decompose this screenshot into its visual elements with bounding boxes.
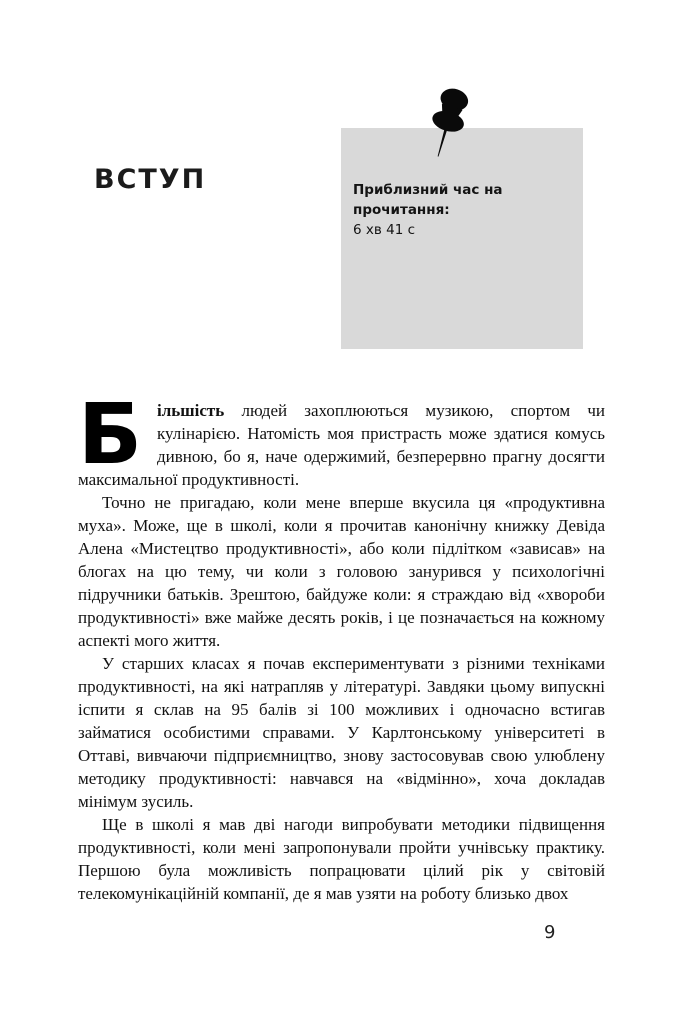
pushpin-icon: [416, 86, 482, 172]
paragraph-4: Ще в школі я мав дві нагоди випробувати методики підвищення продуктивності, коли мені запропонували пройти учнівську практику. Першою була можливість попрацювати цілий рік у світовій телекомунікаційній компанії, де я мав узяти на роботу близько двох: [78, 815, 605, 903]
chapter-heading: ВСТУП: [94, 164, 207, 195]
body-text: [78, 385, 605, 905]
paragraph-1: [78, 385, 605, 491]
reading-time-label: Приблизний час на прочитання:: [353, 182, 503, 218]
reading-time-value: 6 хв 41 с: [353, 222, 416, 238]
paragraph-3: У старших класах я почав експериментувати з різними техніками продуктивності, на які натрапляв у літературі. Завдяки цьому випускні іспити я склав на 95 балів зі 100 можливих і одночасно встигав займатися особистими справами. У Карлтонському університеті в Оттаві, вивчаючи підприємництво, знову застосовував свою улюблену методику продуктивності: навчався на «відмінно», хоча докладав мінімум зусиль.: [78, 654, 605, 811]
paragraph-2: Точно не пригадаю, коли мене вперше вкусила ця «продуктивна муха». Може, ще в школі, коли я прочитав канонічну книжку Девіда Алена «Мистецтво продуктивності», або коли підлітком «зависав» на блогах на цю тему, чи коли з головою занурився у психологічні підручники батьків. Зрештою, байдуже коли: я страждаю від «хвороби продуктивності» вже майже десять років, і це позначається на кожному аспекті мого життя.: [78, 493, 605, 650]
drop-cap: Б: [78, 385, 143, 483]
page-number: 9: [544, 922, 556, 943]
paragraph-1-text: людей захоплюються музикою, спортом чи кулінарією. Натомість моя пристрасть може здатися комусь дивною, бо я, наче одержимий, безперервно прагну досягти максимальної продуктивності.: [78, 401, 605, 489]
paragraph-1-lead-bold: ільшість: [157, 401, 225, 420]
